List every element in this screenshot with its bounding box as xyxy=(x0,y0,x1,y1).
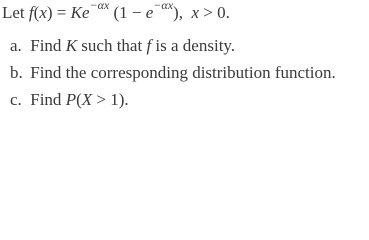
factor-close: ), xyxy=(173,3,183,22)
part-c-label: c. xyxy=(10,90,22,109)
part-a-text-2: such that xyxy=(77,36,147,55)
part-a-constant-k: K xyxy=(65,36,78,55)
condition: > 0. xyxy=(199,3,230,22)
exponential-base-2: e xyxy=(145,3,154,22)
exponential-base: e xyxy=(81,3,90,22)
condition-variable: x xyxy=(191,3,199,22)
part-a-label: a. xyxy=(10,36,22,55)
part-a-text-1: Find xyxy=(26,36,66,55)
problem-block xyxy=(0,0,369,115)
exponent-2: −αx xyxy=(153,0,174,13)
exponent: −αx xyxy=(89,0,110,13)
constant-k: K xyxy=(70,3,82,22)
function-symbol: f xyxy=(28,3,34,22)
variable-x: x xyxy=(39,3,47,22)
probability-symbol: P xyxy=(65,90,77,109)
equals-sign: = xyxy=(52,3,71,22)
random-variable-x: X xyxy=(81,90,93,109)
part-a-text-3: is a density. xyxy=(151,36,236,55)
part-b xyxy=(10,63,336,83)
problem-statement: Let $f(x) = Ke^{-\alpha x}$ $(1 - e^{-\alpha x})$, x > 0. xyxy=(2,0,230,22)
part-c-period: . xyxy=(124,90,129,109)
part-c: c. Find P(X > 1). xyxy=(10,90,129,109)
part-b-text: Find the corresponding distribution function. xyxy=(26,63,336,82)
part-a xyxy=(10,36,235,56)
part-b-label: b. xyxy=(10,63,23,82)
factor-open: (1 − xyxy=(109,3,146,22)
part-c-text-1: Find xyxy=(26,90,66,109)
part-a-function-symbol: f xyxy=(146,36,152,55)
statement-prefix: Let xyxy=(2,3,29,22)
part-c-inequality: > 1) xyxy=(92,90,125,109)
